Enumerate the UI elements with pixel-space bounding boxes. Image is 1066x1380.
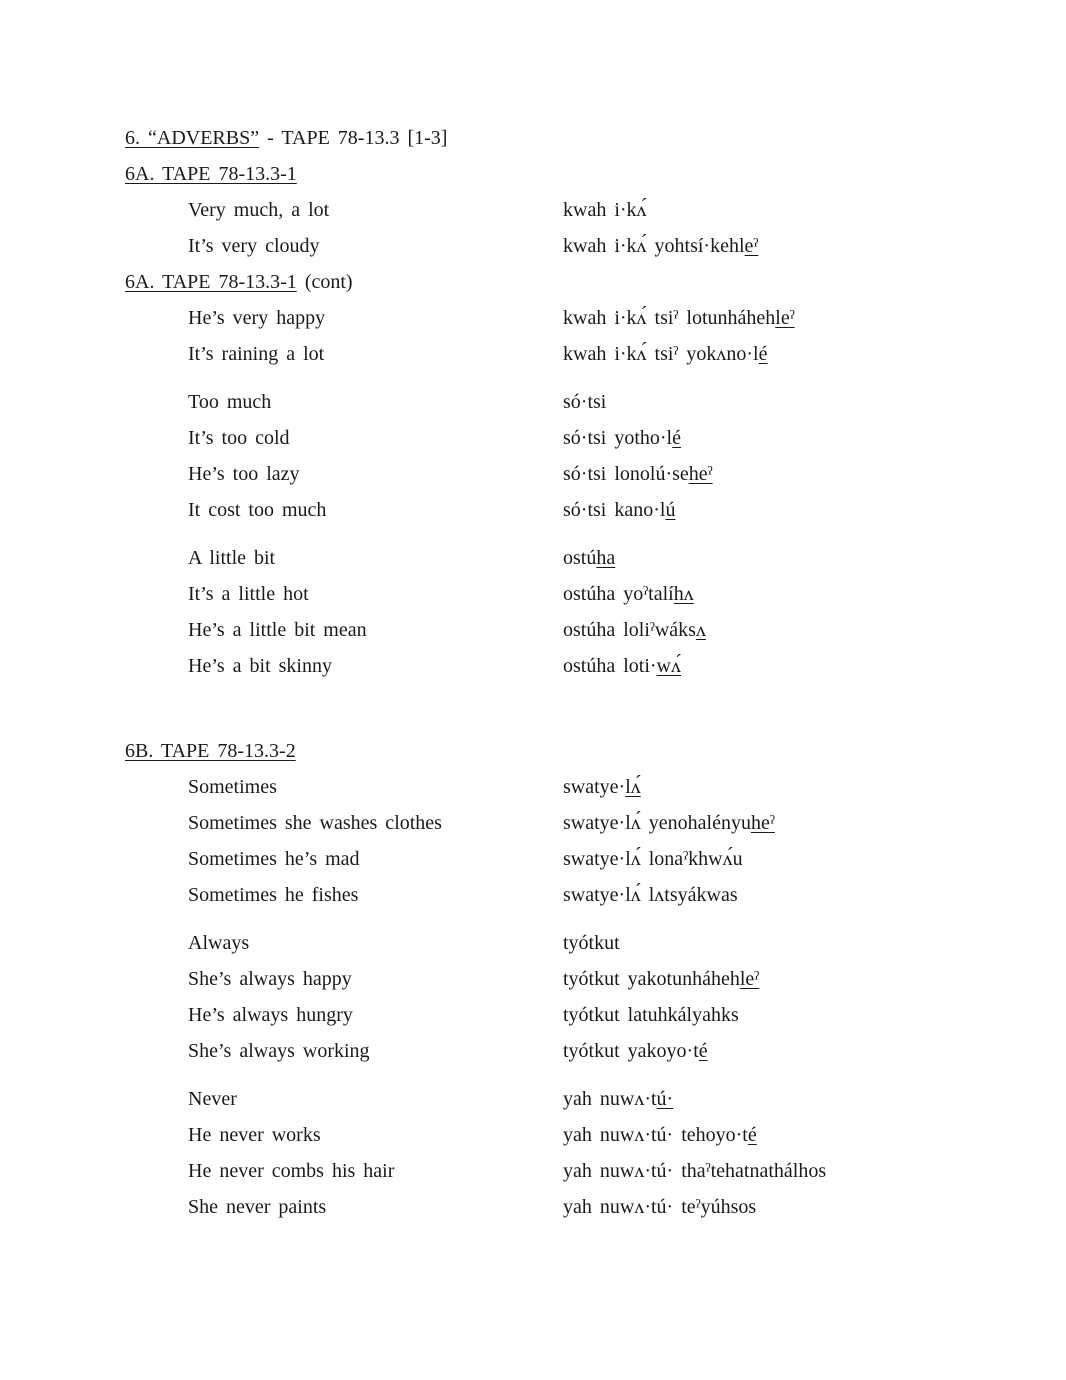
text-segment: kwah i·kʌ́ yohtsí·kehl — [563, 235, 745, 257]
underlined-segment: é — [672, 427, 682, 449]
english-gloss: It’s too cold — [188, 427, 290, 449]
section-6a-cont-title: 6A. TAPE 78-13.3-1 — [125, 271, 297, 293]
text-segment: ostú — [563, 547, 597, 569]
mohawk-translation — [563, 464, 713, 484]
underlined-segment: ú — [665, 499, 676, 521]
mohawk-translation — [563, 1089, 673, 1109]
mohawk-translation — [563, 933, 620, 953]
english-gloss: He’s a bit skinny — [188, 655, 332, 677]
section-6b-heading: 6B. TAPE 78-13.3-2 — [125, 740, 296, 762]
mohawk-translation — [563, 584, 694, 604]
text-segment: kwah i·kʌ́ — [563, 199, 647, 221]
underlined-segment: é — [698, 1040, 708, 1062]
english-gloss: Sometimes — [188, 776, 277, 798]
section-6-tape: - TAPE 78-13.3 [1-3] — [259, 127, 448, 149]
english-gloss: Never — [188, 1088, 237, 1110]
underlined-segment: ʌ — [695, 619, 706, 641]
text-segment: swatye·lʌ́ lʌtsyákwas — [563, 884, 738, 906]
text-segment: swatye·lʌ́ yenohalényu — [563, 812, 751, 834]
mohawk-translation — [563, 813, 775, 833]
mohawk-translation — [563, 1005, 739, 1025]
english-gloss: He’s very happy — [188, 307, 326, 329]
mohawk-translation — [563, 200, 647, 220]
mohawk-translation — [563, 969, 759, 989]
text-segment: ostúha loliˀwáks — [563, 619, 696, 641]
text-segment: ostúha loti· — [563, 655, 657, 677]
text-segment: tyótkut — [563, 932, 620, 954]
english-gloss: She’s always happy — [188, 968, 352, 990]
english-gloss: Sometimes he fishes — [188, 884, 359, 906]
underlined-segment: leˀ — [739, 968, 760, 990]
english-gloss: He’s too lazy — [188, 463, 300, 485]
text-segment: yah nuwʌ·tú· thaˀtehatnathálhos — [563, 1160, 827, 1182]
english-gloss: It cost too much — [188, 499, 327, 521]
section-6-heading — [125, 128, 447, 148]
underlined-segment: ha — [596, 547, 616, 569]
english-gloss: It’s a little hot — [188, 583, 309, 605]
english-gloss: Sometimes she washes clothes — [188, 812, 442, 834]
section-6a-cont-suffix: (cont) — [296, 271, 353, 293]
mohawk-translation — [563, 236, 758, 256]
underlined-segment: leˀ — [775, 307, 795, 329]
mohawk-translation — [563, 885, 738, 905]
english-gloss: He’s a little bit mean — [188, 619, 367, 641]
mohawk-translation — [563, 849, 743, 869]
english-gloss: Sometimes he’s mad — [188, 848, 360, 870]
english-gloss: He never works — [188, 1124, 321, 1146]
underlined-segment: ú· — [656, 1088, 674, 1110]
mohawk-translation — [563, 548, 615, 568]
english-gloss: Too much — [188, 391, 272, 413]
text-segment: tyótkut latuhkályahks — [563, 1004, 739, 1026]
section-6a-cont-heading — [125, 272, 353, 292]
english-gloss: She’s always working — [188, 1040, 370, 1062]
text-segment: tyótkut yakoyo·t — [563, 1040, 699, 1062]
english-gloss: It’s very cloudy — [188, 235, 320, 257]
text-segment: só·tsi lonolú·se — [563, 463, 689, 485]
mohawk-translation — [563, 500, 675, 520]
section-6-title: 6. “ADVERBS” — [125, 127, 260, 149]
text-segment: só·tsi — [563, 391, 607, 413]
text-segment: tyótkut yakotunháheh — [563, 968, 740, 990]
english-gloss: She never paints — [188, 1196, 327, 1218]
text-segment: kwah i·kʌ́ tsiˀ yokʌno·l — [563, 343, 759, 365]
text-segment: só·tsi yotho·l — [563, 427, 673, 449]
mohawk-translation — [563, 1197, 756, 1217]
mohawk-translation — [563, 1161, 826, 1181]
text-segment: swatye· — [563, 776, 626, 798]
mohawk-translation — [563, 1125, 757, 1145]
english-gloss: It’s raining a lot — [188, 343, 325, 365]
underlined-segment: heˀ — [688, 463, 713, 485]
english-gloss: A little bit — [188, 547, 276, 569]
mohawk-translation — [563, 308, 795, 328]
mohawk-translation — [563, 620, 706, 640]
mohawk-translation — [563, 428, 681, 448]
text-segment: yah nuwʌ·t — [563, 1088, 657, 1110]
section-6a-heading: 6A. TAPE 78-13.3-1 — [125, 163, 297, 185]
underlined-segment: eˀ — [744, 235, 759, 257]
mohawk-translation — [563, 1041, 708, 1061]
mohawk-translation — [563, 777, 641, 797]
underlined-segment: heˀ — [750, 812, 775, 834]
english-gloss: He never combs his hair — [188, 1160, 395, 1182]
underlined-segment: é — [758, 343, 768, 365]
text-segment: kwah i·kʌ́ tsiˀ lotunháheh — [563, 307, 776, 329]
text-segment: yah nuwʌ·tú· teˀyúhsos — [563, 1196, 757, 1218]
underlined-segment: lʌ́ — [625, 776, 641, 798]
underlined-segment: é — [747, 1124, 757, 1146]
text-segment: swatye·lʌ́ lonaˀkhwʌ́u — [563, 848, 743, 870]
english-gloss: Always — [188, 932, 250, 954]
text-segment: ostúha yoˀtalí — [563, 583, 674, 605]
english-gloss: He’s always hungry — [188, 1004, 353, 1026]
mohawk-translation — [563, 392, 606, 412]
mohawk-translation — [563, 656, 681, 676]
underlined-segment: hʌ — [673, 583, 694, 605]
mohawk-translation — [563, 344, 768, 364]
text-segment: só·tsi kano·l — [563, 499, 666, 521]
text-segment: yah nuwʌ·tú· tehoyo·t — [563, 1124, 748, 1146]
english-gloss: Very much, a lot — [188, 199, 330, 221]
underlined-segment: wʌ́ — [656, 655, 681, 677]
